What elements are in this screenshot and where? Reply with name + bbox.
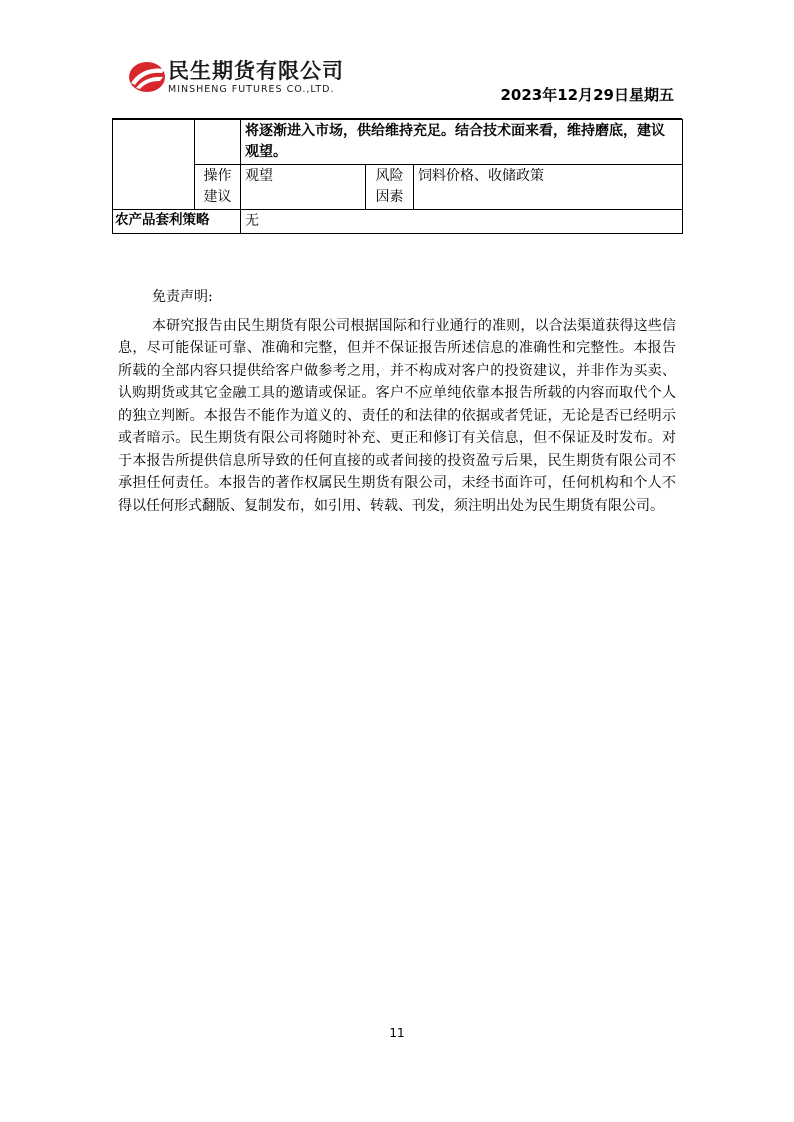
company-name-en: MINSHENG FUTURES CO.,LTD.	[168, 84, 335, 95]
disclaimer-section	[118, 286, 676, 517]
disclaimer-title: 免责声明:	[152, 289, 213, 305]
arbitrage-value: 无	[241, 210, 683, 234]
arbitrage-label: 农产品套利策略	[113, 210, 241, 234]
company-name-cn: 民生期货有限公司	[168, 59, 344, 83]
minsheng-logo-icon	[127, 57, 167, 97]
strategy-table	[112, 119, 683, 234]
operation-label: 操作建议	[195, 165, 241, 210]
table-row	[113, 165, 683, 210]
page-header	[0, 0, 794, 120]
table-row	[113, 210, 683, 234]
empty-label-cell	[195, 120, 241, 165]
company-logo	[127, 55, 367, 101]
risk-value: 饲料价格、收储政策	[414, 165, 683, 210]
disclaimer-body: 本研究报告由民生期货有限公司根据国际和行业通行的准则，以合法渠道获得这些信息，尽可能保证可靠、准确和完整，但并不保证报告所述信息的准确性和完整性。本报告所载的全部内容只提供给客户做参考之用，并不构成对客户的投资建议，并非作为买卖、认购期货或其它金融工具的邀请或保证。客户不应单纯依靠本报告所载的内容而取代个人的独立判断。本报告不能作为道义的、责任的和法律的依据或者凭证，无论是否已经明示或者暗示。民生期货有限公司将随时补充、更正和修订有关信息，但不保证及时发布。对于本报告所提供信息所导致的任何直接的或者间接的投资盈亏后果，民生期货有限公司不承担任何责任。本报告的著作权属民生期货有限公司，未经书面许可，任何机构和个人不得以任何形式翻版、复制发布，如引用、转载、刊发，须注明出处为民生期货有限公司。	[118, 317, 676, 514]
analysis-text: 将逐渐进入市场，供给维持充足。结合技术面来看，维持磨底，建议观望。	[241, 120, 683, 165]
risk-label: 风险因素	[366, 165, 414, 210]
report-date: 2023年12月29日星期五	[500, 86, 674, 104]
page-number: 11	[389, 1026, 405, 1040]
table-row	[113, 120, 683, 165]
operation-value: 观望	[241, 165, 366, 210]
empty-category-cell	[113, 120, 195, 210]
